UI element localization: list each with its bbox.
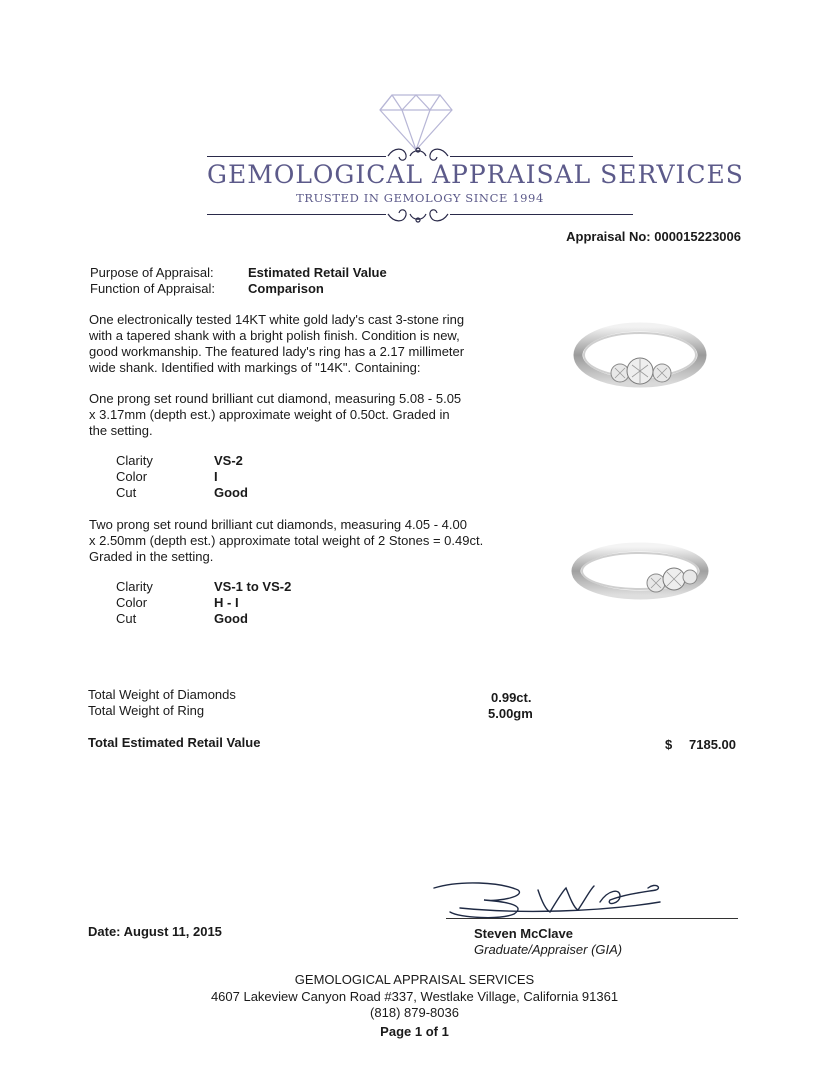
total-diamonds-value: 0.99ct.: [491, 690, 532, 705]
center-cut-value: Good: [214, 485, 248, 500]
ring-photo-front: [572, 315, 708, 405]
appraisal-number: Appraisal No: 000015223006: [566, 229, 741, 244]
center-cut-label: Cut: [116, 485, 137, 500]
purpose-value: Estimated Retail Value: [248, 265, 387, 280]
side-clarity-value: VS-1 to VS-2: [214, 579, 292, 594]
item-description: [89, 312, 509, 376]
total-ring-label: Total Weight of Ring: [88, 703, 205, 718]
footer-phone: (818) 879-8036: [370, 1005, 459, 1020]
center-clarity-value: VS-2: [214, 453, 243, 468]
company-tagline: TRUSTED IN GEMOLOGY SINCE 1994: [296, 191, 544, 205]
side-color-value: H - I: [214, 595, 239, 610]
function-value: Comparison: [248, 281, 324, 296]
center-clarity-label: Clarity: [116, 453, 153, 468]
company-name: GEMOLOGICAL APPRAISAL SERVICES: [207, 160, 744, 189]
center-stone-line: One prong set round brilliant cut diamond, measuring 5.08 - 5.05: [89, 391, 462, 406]
side-cut-value: Good: [214, 611, 248, 626]
side-stones-line: x 2.50mm (depth est.) approximate total weight of 2 Stones = 0.49ct.: [89, 533, 484, 548]
footer-address: 4607 Lakeview Canyon Road #337, Westlake Village, California 91361: [210, 989, 619, 1004]
description-line: with a tapered shank with a bright polish finish. Condition is new,: [89, 328, 460, 343]
side-clarity-label: Clarity: [116, 579, 153, 594]
side-cut-label: Cut: [116, 611, 137, 626]
total-retail-value: 7185.00: [689, 737, 736, 752]
appraisal-date: Date: August 11, 2015: [88, 924, 222, 939]
side-stones-line: Graded in the setting.: [89, 549, 214, 564]
side-stones-line: Two prong set round brilliant cut diamonds, measuring 4.05 - 4.00: [89, 517, 467, 532]
signature-line: [446, 918, 738, 919]
total-retail-label: Total Estimated Retail Value: [88, 735, 261, 750]
center-color-label: Color: [116, 469, 148, 484]
currency-symbol: $: [665, 737, 673, 752]
center-stone-line: the setting.: [89, 423, 153, 438]
appraiser-name: Steven McClave: [474, 926, 573, 941]
total-ring-value: 5.00gm: [488, 706, 533, 721]
total-diamonds-label: Total Weight of Diamonds: [88, 687, 236, 702]
center-stone-line: x 3.17mm (depth est.) approximate weight of 0.50ct. Graded in: [89, 407, 450, 422]
description-line: wide shank. Identified with markings of "14K". Containing:: [89, 360, 421, 375]
function-label: Function of Appraisal:: [90, 281, 216, 296]
description-line: good workmanship. The featured lady's ring has a 2.17 millimeter: [89, 344, 465, 359]
page-number: Page 1 of 1: [380, 1024, 449, 1039]
center-stone-description: [89, 391, 509, 439]
center-color-value: I: [214, 469, 218, 484]
footer-company: GEMOLOGICAL APPRAISAL SERVICES: [294, 972, 535, 987]
description-line: One electronically tested 14KT white gold lady's cast 3-stone ring: [89, 312, 465, 327]
ring-photo-side: [570, 535, 710, 620]
side-color-label: Color: [116, 595, 148, 610]
purpose-label: Purpose of Appraisal:: [90, 265, 214, 280]
scroll-ornament-icon: [380, 201, 456, 227]
appraiser-title: Graduate/Appraiser (GIA): [474, 942, 623, 957]
side-stones-description: [89, 517, 509, 565]
